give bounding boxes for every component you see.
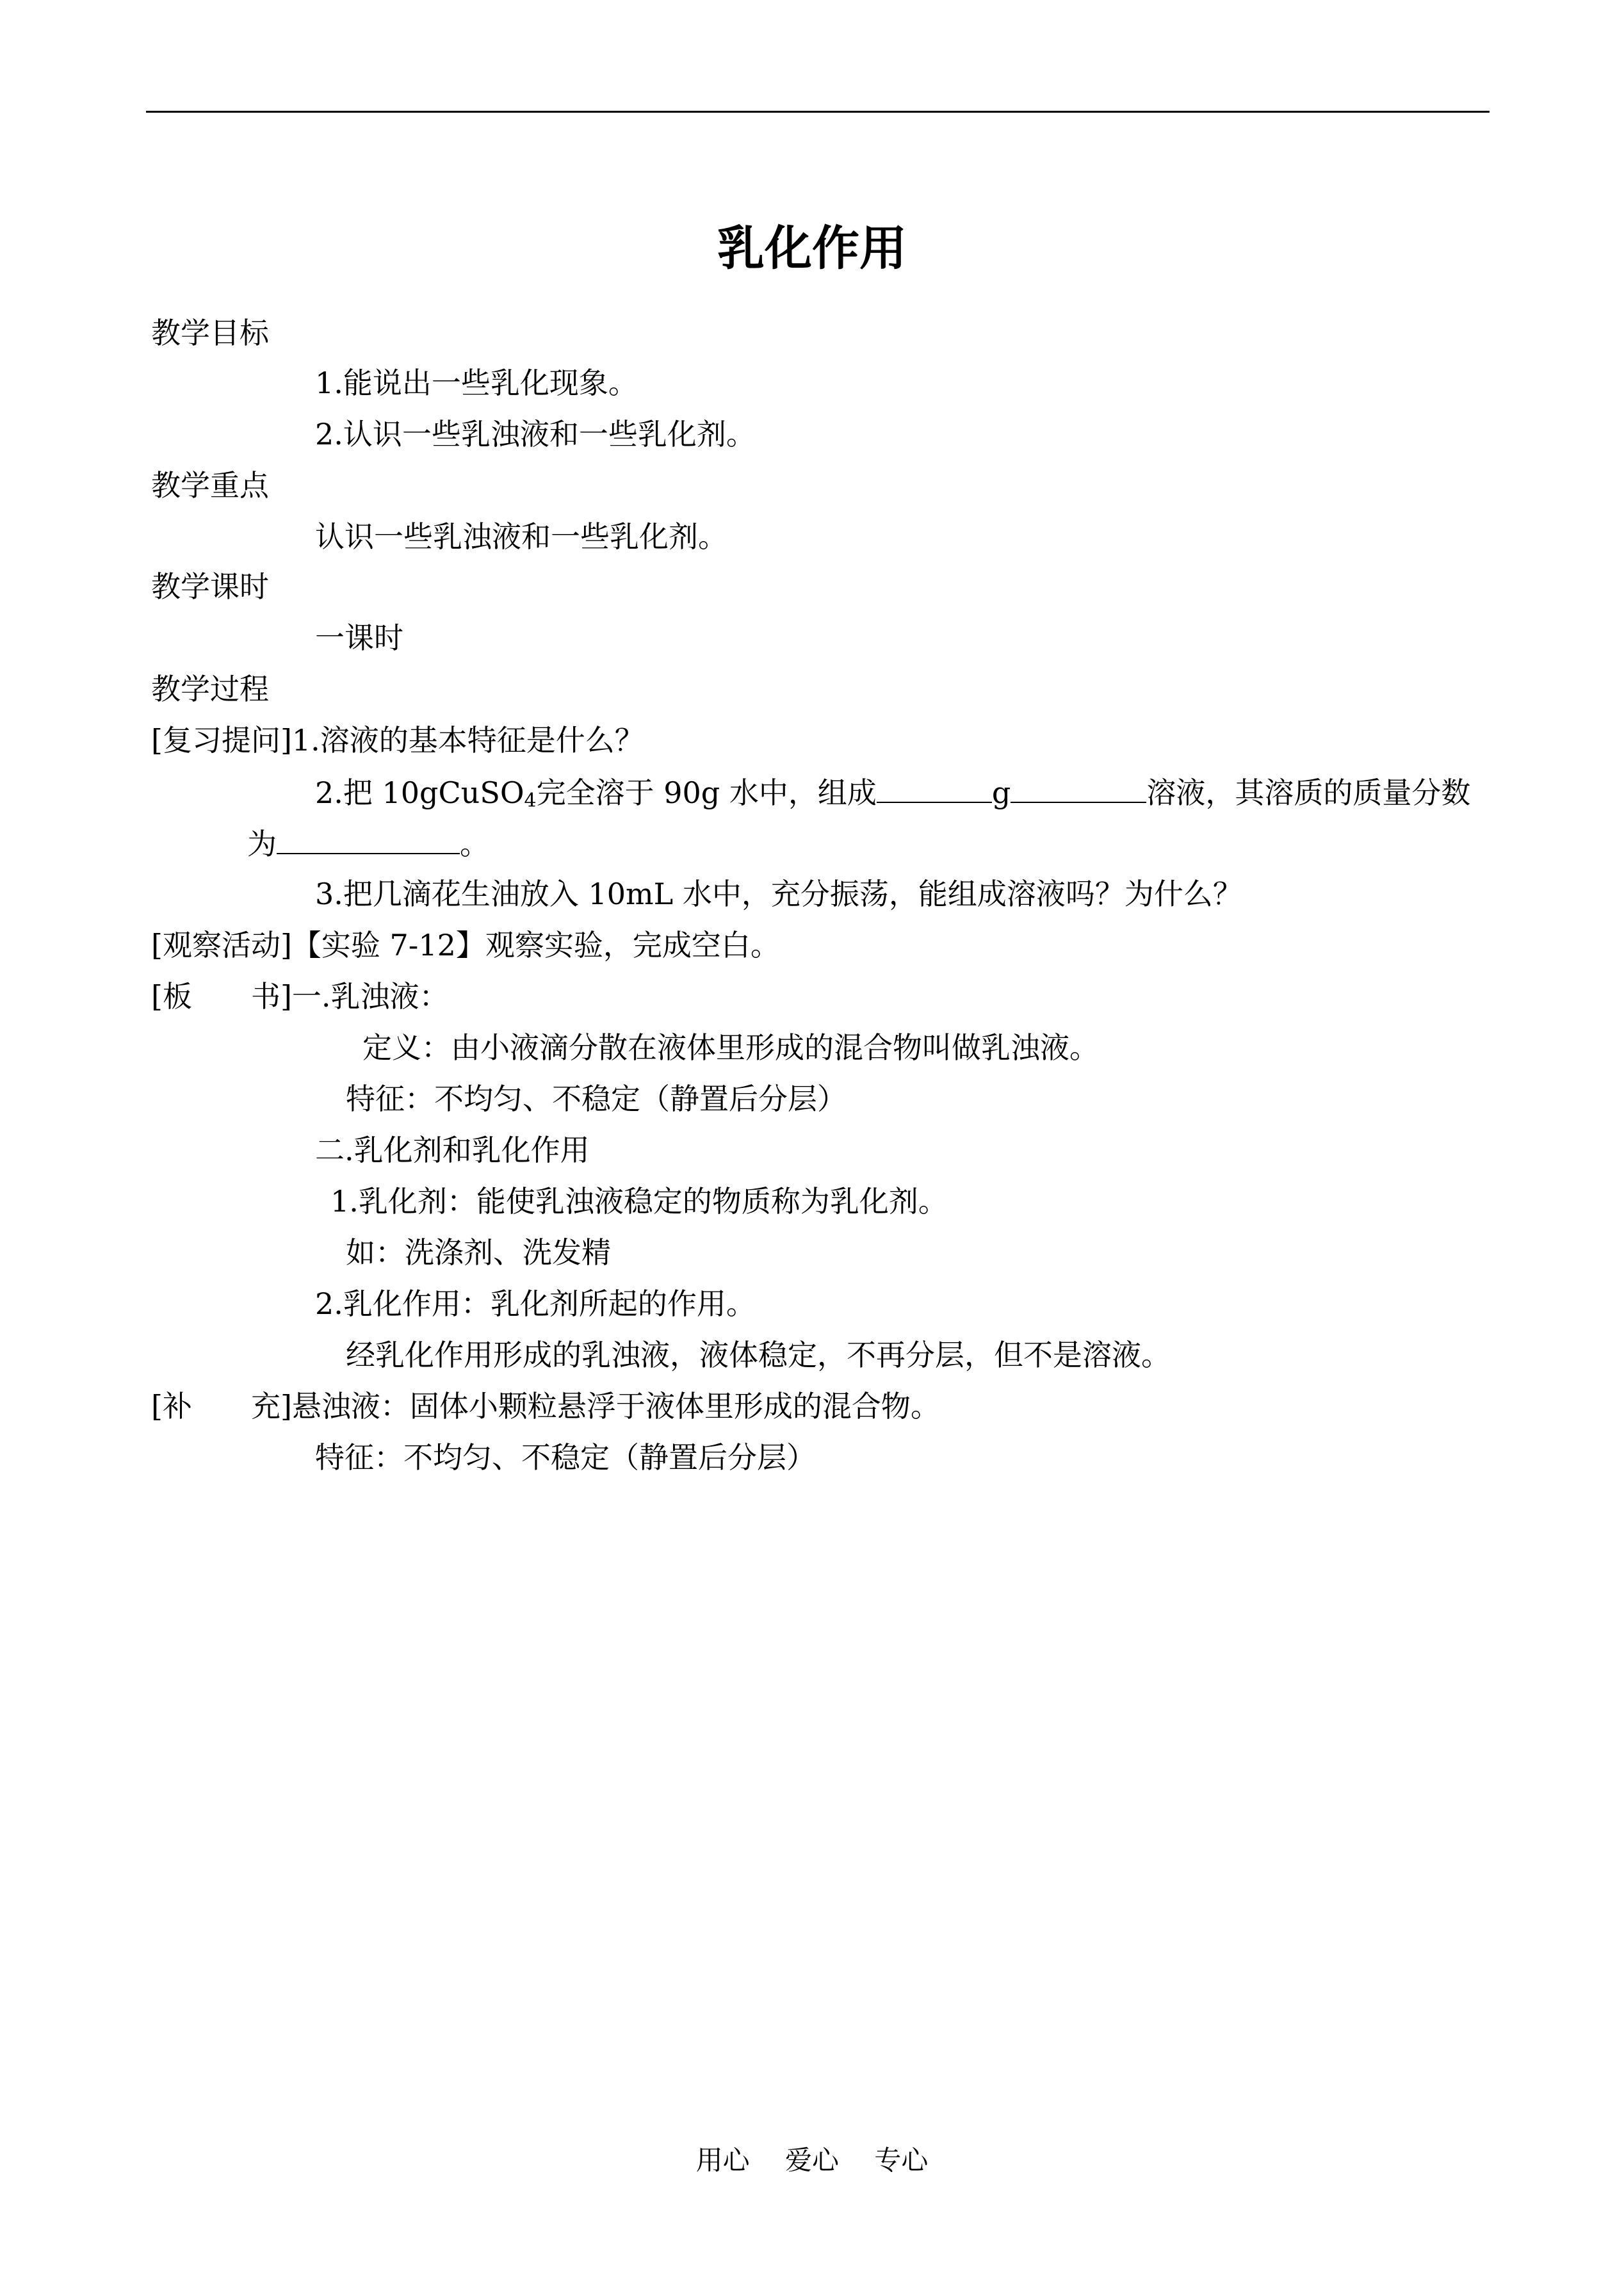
review-tag: [复习提问] [151, 723, 292, 758]
board-tag: [板 书] [151, 979, 292, 1014]
observe-line [151, 926, 780, 964]
observe-text: 【实验 7-12】观察实验，完成空白。 [291, 928, 780, 962]
q2-cont-text: 为 [247, 827, 277, 861]
page-footer: 用心 爱心 专心 [695, 2145, 929, 2176]
board-section-1-title: 一.乳浊液： [291, 979, 449, 1014]
q2-subscript: 4 [524, 790, 537, 812]
board-note: 经乳化作用形成的乳浊液，液体稳定，不再分层，但不是溶液。 [346, 1338, 1171, 1372]
review-question-1: 1.溶液的基本特征是什么？ [291, 723, 644, 758]
q2-text-c: g [991, 775, 1011, 810]
supplement-tag: [补 充] [151, 1389, 292, 1423]
q2-text-a: 2.把 10gCuSO [315, 775, 524, 810]
board-emulsification: 2.乳化作用：乳化剂所起的作用。 [315, 1286, 756, 1321]
board-line [151, 977, 449, 1016]
board-feature: 特征：不均匀、不稳定（静置后分层） [346, 1082, 847, 1116]
answer-blank-mass[interactable] [877, 772, 992, 803]
class-hours-text: 一课时 [315, 620, 403, 655]
supplement-feature: 特征：不均匀、不稳定（静置后分层） [315, 1440, 816, 1475]
q2-text-d: 溶液，其溶质的质量分数 [1146, 775, 1471, 810]
answer-blank-solution[interactable] [1011, 772, 1146, 803]
objective-item-1: 1.能说出一些乳化现象。 [315, 366, 638, 400]
class-hours-heading: 教学课时 [151, 569, 269, 604]
review-line-1 [151, 721, 644, 759]
board-section-2-title: 二.乳化剂和乳化作用 [315, 1133, 590, 1167]
board-definition: 定义：由小液滴分散在液体里形成的混合物叫做乳浊液。 [362, 1030, 1099, 1065]
observe-tag: [观察活动] [151, 928, 292, 962]
board-example: 如：洗涤剂、洗发精 [346, 1235, 611, 1270]
supplement-text: 悬浊液：固体小颗粒悬浮于液体里形成的混合物。 [291, 1389, 940, 1423]
review-question-3: 3.把几滴花生油放入 10mL 水中，充分振荡，能组成溶液吗？为什么？ [315, 877, 1242, 911]
header-rule [146, 111, 1490, 113]
board-emulsifier: 1.乳化剂：能使乳浊液稳定的物质称为乳化剂。 [330, 1184, 948, 1219]
key-point-heading: 教学重点 [151, 468, 269, 503]
q2-end: 。 [460, 827, 489, 861]
objective-item-2: 2.认识一些乳浊液和一些乳化剂。 [315, 417, 756, 451]
objectives-heading: 教学目标 [151, 316, 269, 350]
supplement-line [151, 1387, 940, 1425]
answer-blank-fraction[interactable] [277, 823, 460, 854]
page-title: 乳化作用 [717, 221, 907, 276]
key-point-text: 认识一些乳浊液和一些乳化剂。 [315, 519, 727, 554]
review-question-2 [315, 772, 1470, 812]
process-heading: 教学过程 [151, 672, 269, 706]
q2-text-b: 完全溶于 90g 水中，组成 [536, 775, 877, 810]
review-question-2-cont [247, 823, 489, 863]
